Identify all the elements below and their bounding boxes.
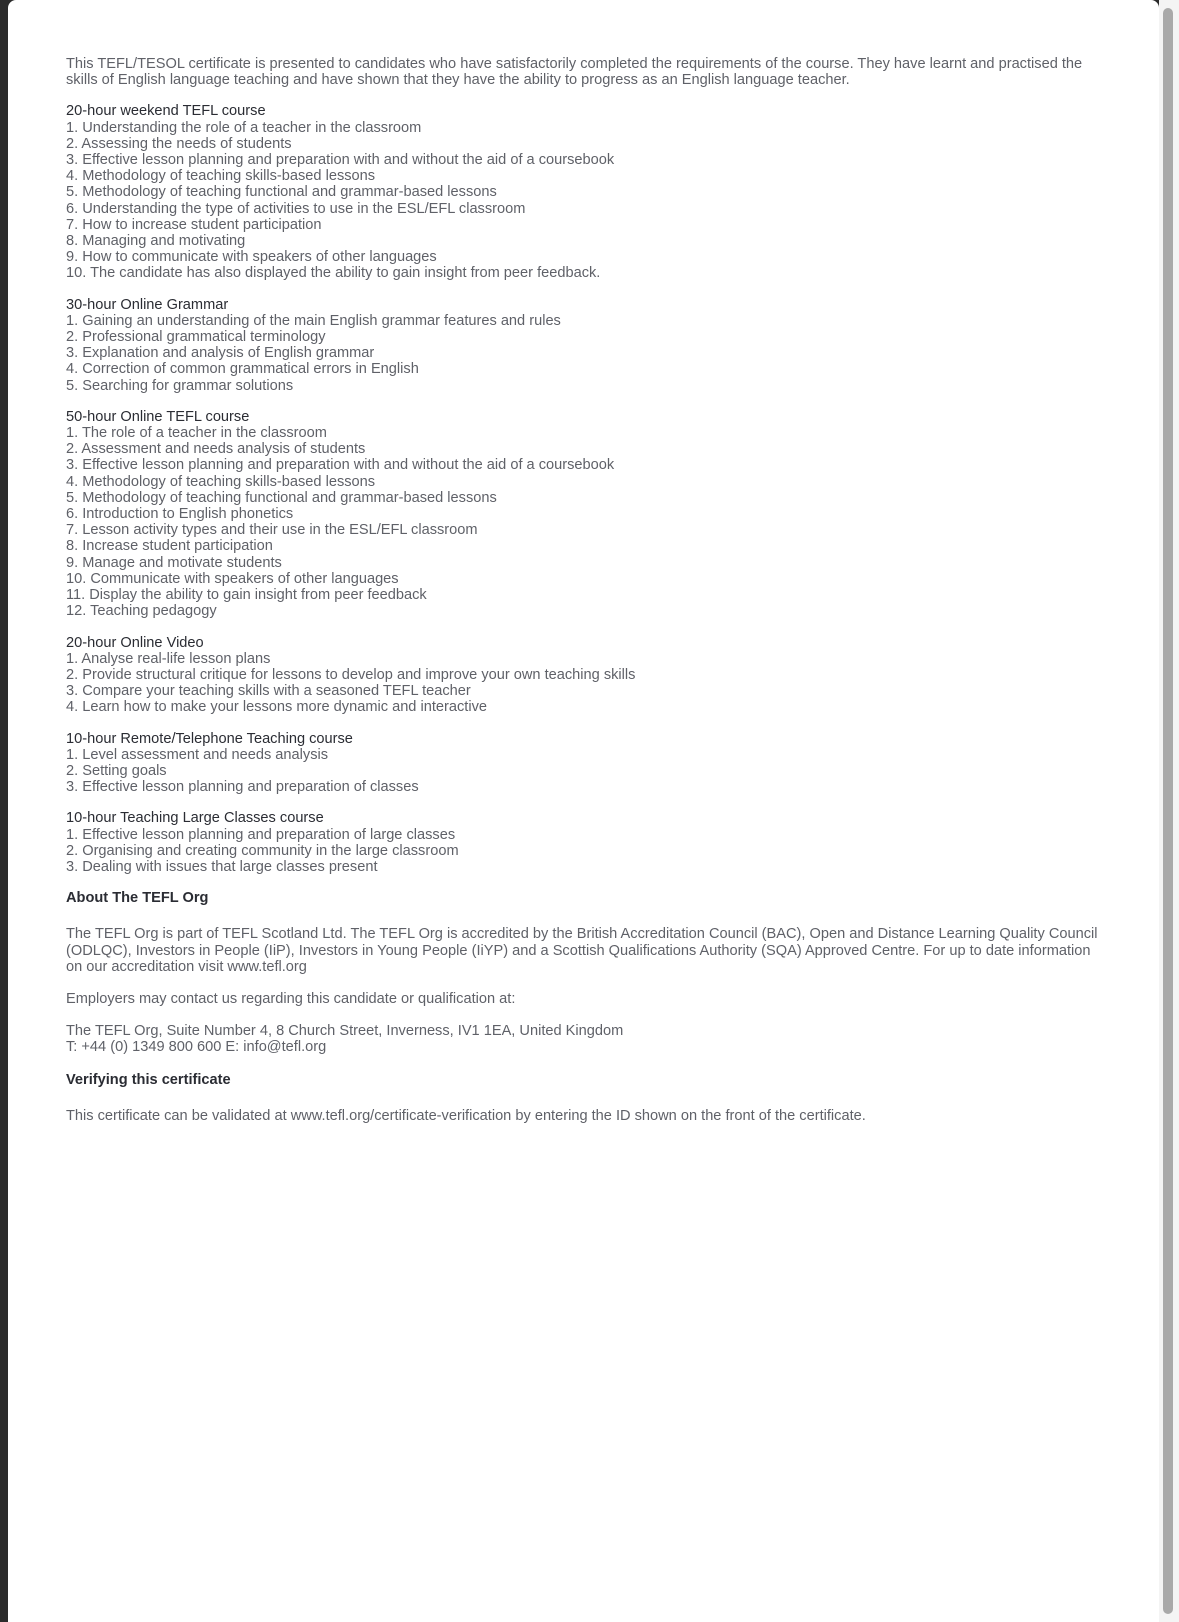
course-topic-item: 4. Methodology of teaching skills-based lessons bbox=[66, 473, 376, 490]
course-section bbox=[66, 297, 1106, 394]
course-title: 50-hour Online TEFL course bbox=[66, 408, 250, 425]
document-content bbox=[66, 56, 1106, 1140]
phone-email: T: +44 (0) 1349 800 600 E: info@tefl.org bbox=[66, 1039, 327, 1056]
course-topic-item: 3. Explanation and analysis of English grammar bbox=[66, 345, 375, 362]
course-section bbox=[66, 810, 1106, 875]
course-topic-item: 6. Introduction to English phonetics bbox=[66, 506, 294, 523]
course-title: 30-hour Online Grammar bbox=[66, 296, 229, 313]
course-topic-item: 2. Assessment and needs analysis of students bbox=[66, 441, 366, 458]
course-topic-item: 4. Correction of common grammatical errors in English bbox=[66, 361, 419, 378]
course-sections bbox=[66, 103, 1106, 875]
course-topic-item: 1. Effective lesson planning and preparation of large classes bbox=[66, 826, 456, 843]
postal-address: The TEFL Org, Suite Number 4, 8 Church Street, Inverness, IV1 1EA, United Kingdom bbox=[66, 1023, 624, 1040]
scrollbar-thumb[interactable] bbox=[1163, 8, 1173, 1614]
course-title: 20-hour Online Video bbox=[66, 634, 204, 651]
course-topic-item: 1. Analyse real-life lesson plans bbox=[66, 650, 271, 667]
course-topic-item: 1. The role of a teacher in the classroom bbox=[66, 425, 327, 442]
course-topic-item: 5. Methodology of teaching functional and grammar-based lessons bbox=[66, 184, 497, 201]
course-topic-item: 2. Organising and creating community in the large classroom bbox=[66, 842, 459, 859]
course-section bbox=[66, 103, 1106, 281]
course-topic-item: 3. Dealing with issues that large classes present bbox=[66, 858, 378, 875]
course-topic-list bbox=[66, 827, 1106, 876]
course-section bbox=[66, 409, 1106, 620]
course-topic-item: 2. Setting goals bbox=[66, 762, 167, 779]
course-topic-item: 3. Compare your teaching skills with a seasoned TEFL teacher bbox=[66, 683, 471, 700]
course-topic-item: 4. Learn how to make your lessons more dynamic and interactive bbox=[66, 699, 487, 716]
course-section bbox=[66, 731, 1106, 796]
course-topic-item: 1. Level assessment and needs analysis bbox=[66, 746, 329, 763]
contact-intro: Employers may contact us regarding this candidate or qualification at: bbox=[66, 990, 516, 1007]
course-topic-item: 3. Effective lesson planning and preparation with and without the aid of a coursebook bbox=[66, 457, 615, 474]
course-topic-item: 10. Communicate with speakers of other languages bbox=[66, 570, 399, 587]
course-title: 10-hour Teaching Large Classes course bbox=[66, 810, 324, 827]
course-title: 10-hour Remote/Telephone Teaching course bbox=[66, 730, 353, 747]
about-paragraph: The TEFL Org is part of TEFL Scotland Ltd. The TEFL Org is accredited by the British Accreditation Council (BAC), Open and Distance Learning Quality Council (ODLQC), Investors in People (IiP), Investors in Young People (IiYP) and a Scottish Qualifications Authority (SQA) Approved Centre. For up to date information on our accreditation visit www.tefl.org bbox=[66, 926, 1098, 975]
verify-heading: Verifying this certificate bbox=[66, 1071, 231, 1088]
course-topic-item: 9. How to communicate with speakers of other languages bbox=[66, 249, 437, 266]
course-topic-item: 7. How to increase student participation bbox=[66, 216, 322, 233]
course-topic-item: 2. Provide structural critique for lessons to develop and improve your own teaching skills bbox=[66, 666, 636, 683]
course-topic-item: 8. Managing and motivating bbox=[66, 233, 246, 250]
verify-paragraph: This certificate can be validated at www.tefl.org/certificate-verification by entering the ID shown on the front of the certificate. bbox=[66, 1107, 866, 1124]
about-heading: About The TEFL Org bbox=[66, 890, 209, 907]
course-topic-list bbox=[66, 120, 1106, 282]
contact-block bbox=[66, 1023, 1106, 1055]
course-topic-item: 11. Display the ability to gain insight from peer feedback bbox=[66, 587, 427, 604]
course-topic-list bbox=[66, 747, 1106, 796]
course-topic-item: 9. Manage and motivate students bbox=[66, 554, 282, 571]
course-topic-item: 6. Understanding the type of activities to use in the ESL/EFL classroom bbox=[66, 200, 526, 217]
course-topic-list bbox=[66, 651, 1106, 716]
course-topic-item: 12. Teaching pedagogy bbox=[66, 603, 217, 620]
course-topic-item: 1. Understanding the role of a teacher in the classroom bbox=[66, 119, 422, 136]
course-title: 20-hour weekend TEFL course bbox=[66, 103, 266, 120]
course-topic-item: 2. Assessing the needs of students bbox=[66, 135, 292, 152]
course-topic-list bbox=[66, 425, 1106, 619]
course-topic-item: 5. Searching for grammar solutions bbox=[66, 377, 294, 394]
course-topic-item: 3. Effective lesson planning and preparation of classes bbox=[66, 779, 419, 796]
course-topic-item: 5. Methodology of teaching functional and grammar-based lessons bbox=[66, 489, 497, 506]
course-topic-item: 10. The candidate has also displayed the ability to gain insight from peer feedback. bbox=[66, 265, 601, 282]
course-topic-list bbox=[66, 313, 1106, 394]
course-topic-item: 2. Professional grammatical terminology bbox=[66, 329, 326, 346]
course-topic-item: 1. Gaining an understanding of the main English grammar features and rules bbox=[66, 312, 561, 329]
course-topic-item: 4. Methodology of teaching skills-based lessons bbox=[66, 168, 376, 185]
course-section bbox=[66, 635, 1106, 716]
course-topic-item: 8. Increase student participation bbox=[66, 538, 273, 555]
intro-paragraph: This TEFL/TESOL certificate is presented to candidates who have satisfactorily completed the requirements of the course. They have learnt and practised the skills of English language teaching and have shown that they have the ability to progress as an English language teacher. bbox=[66, 56, 1083, 89]
course-topic-item: 7. Lesson activity types and their use in the ESL/EFL classroom bbox=[66, 522, 478, 539]
course-topic-item: 3. Effective lesson planning and preparation with and without the aid of a coursebook bbox=[66, 152, 615, 169]
